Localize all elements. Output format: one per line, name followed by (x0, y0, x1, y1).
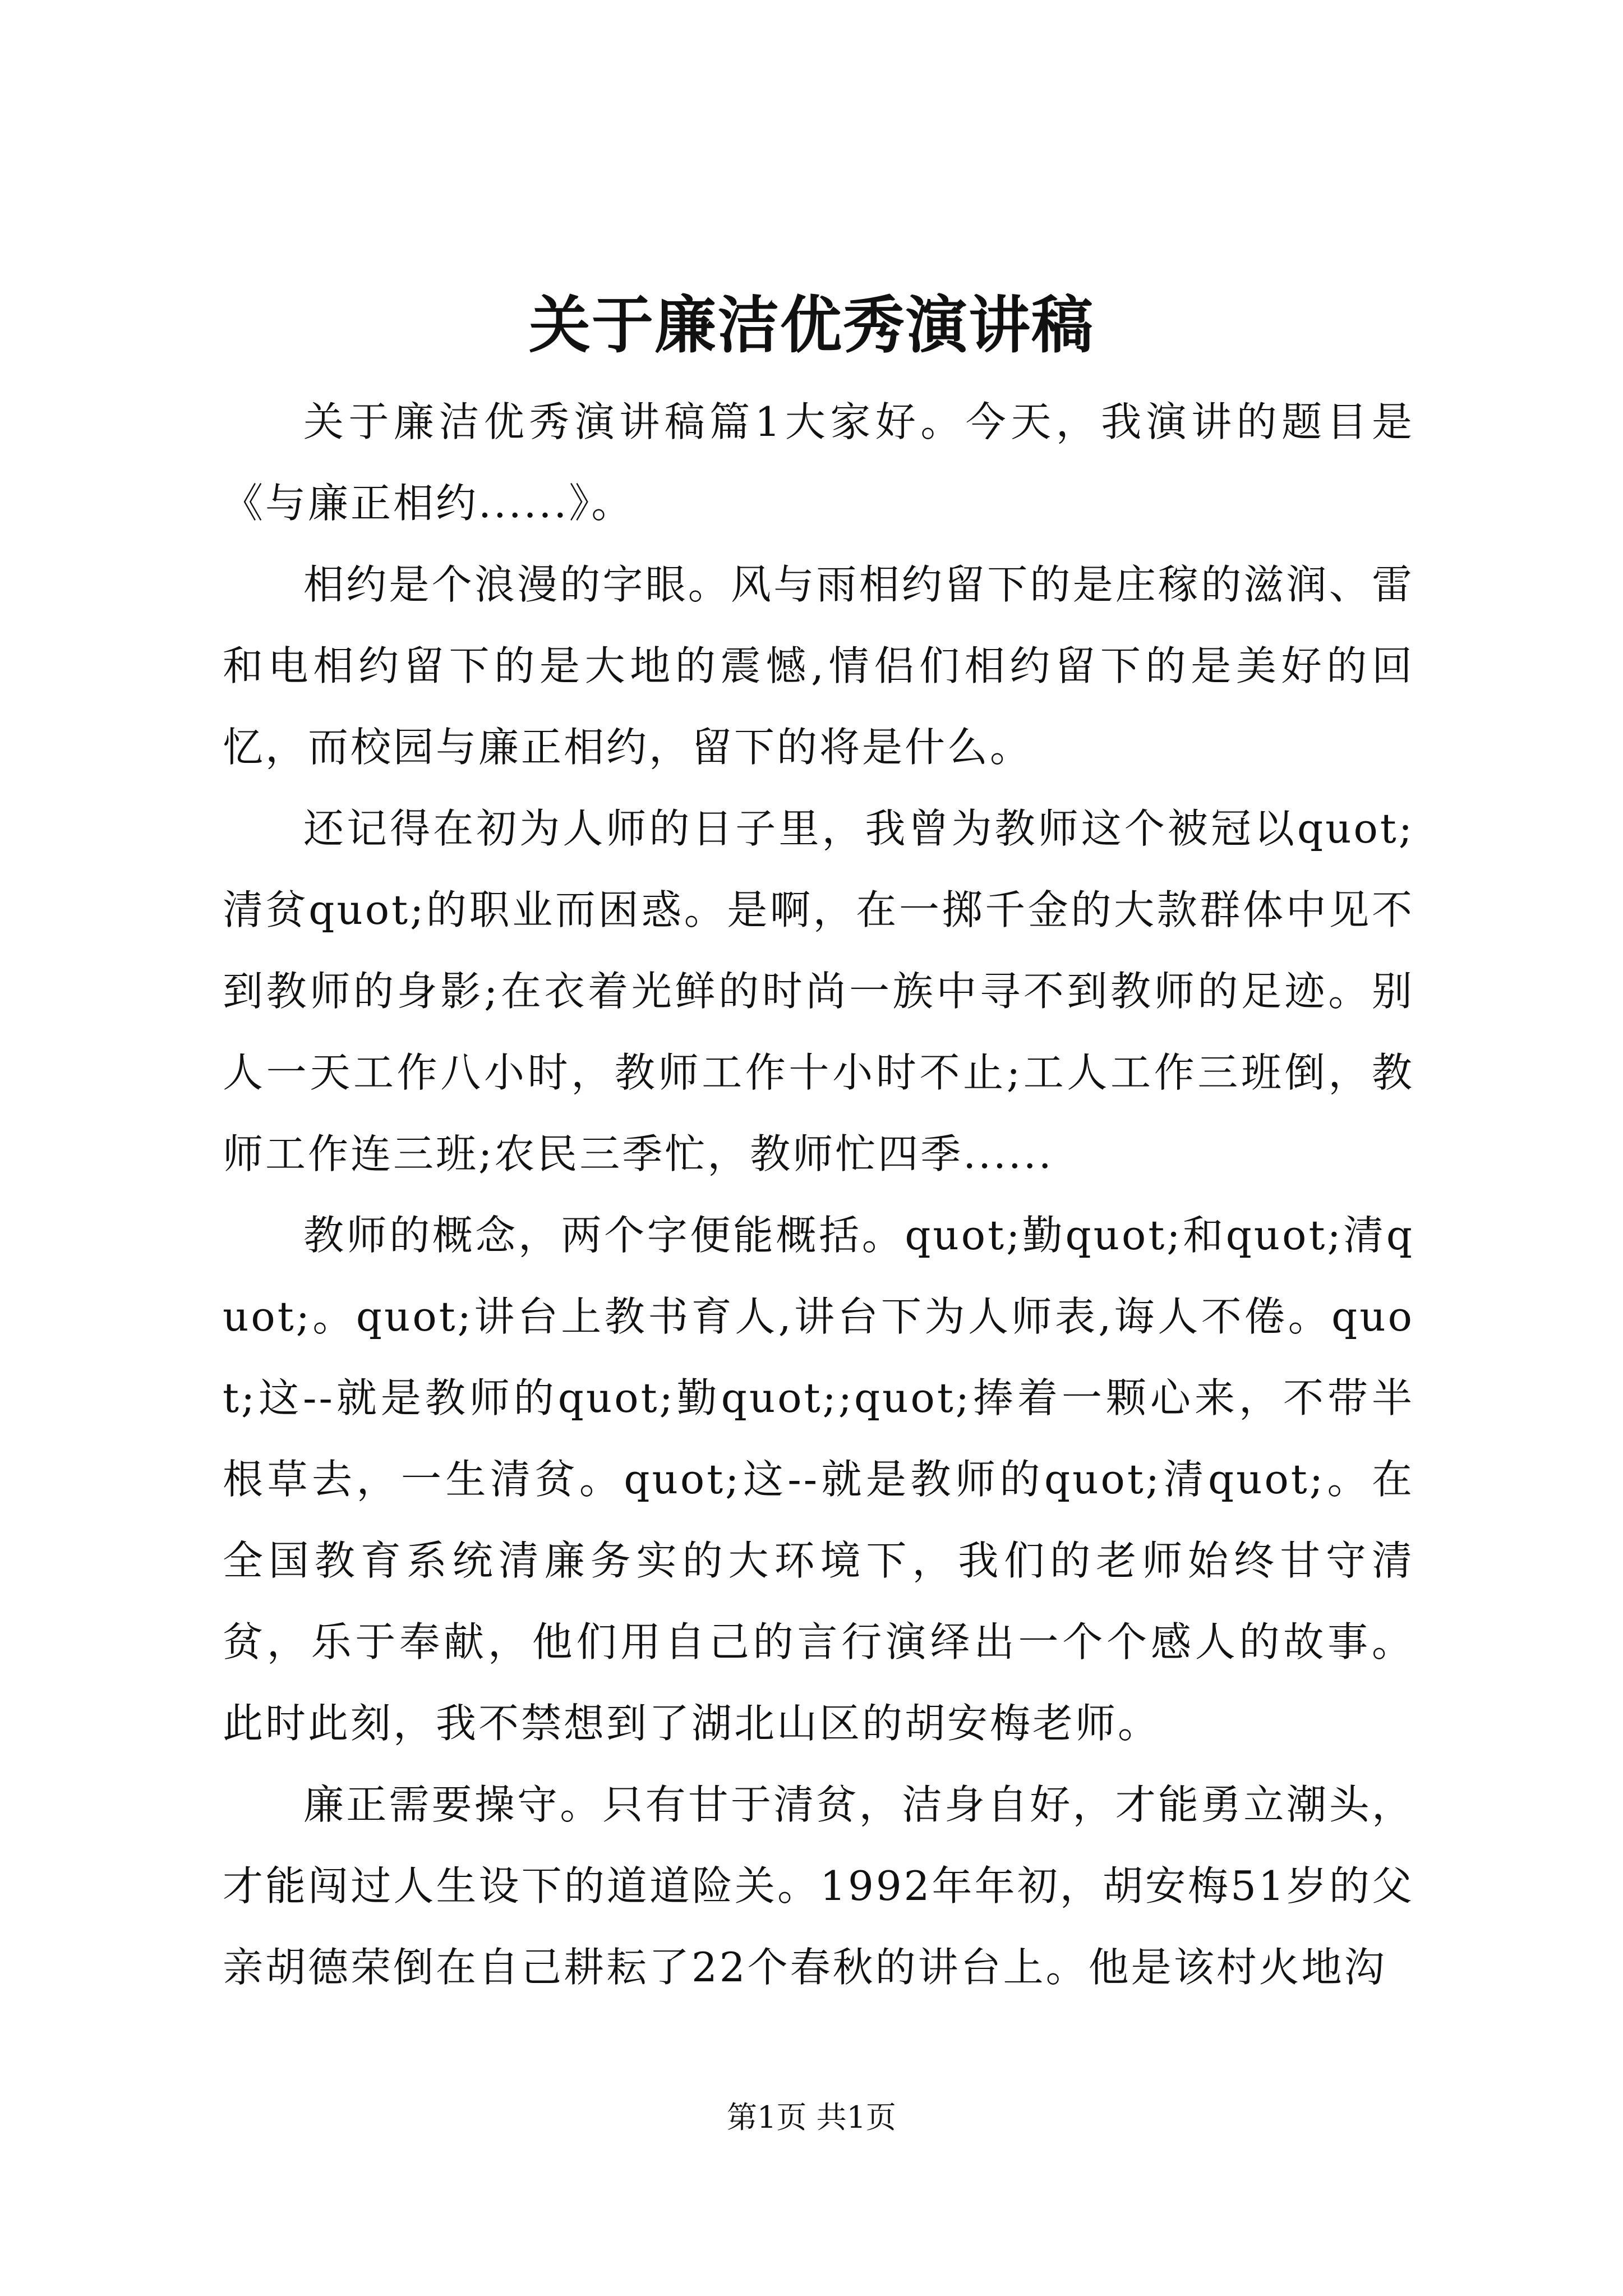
paragraph: 教师的概念，两个字便能概括。quot;勤quot;和quot;清quot;。quot;讲台上教书育人,讲台下为人师表,诲人不倦。quot;这--就是教师的quot;勤quot;;quot;捧着一颗心来，不带半根草去，一生清贫。quot;这--就是教师的quot;清quot;。在全国教育系统清廉务实的大环境下，我们的老师始终甘守清贫，乐于奉献，他们用自己的言行演绎出一个个感人的故事。此时此刻，我不禁想到了湖北山区的胡安梅老师。 (223, 1212, 1414, 1747)
document-title: 关于廉洁优秀演讲稿 (529, 289, 1094, 361)
paragraph: 廉正需要操守。只有甘于清贫，洁身自好，才能勇立潮头，才能闯过人生设下的道道险关。1992年年初，胡安梅51岁的父亲胡德荣倒在自己耕耘了22个春秋的讲台上。他是该村火地沟 (223, 1781, 1414, 1991)
paragraph: 相约是个浪漫的字眼。风与雨相约留下的是庄稼的滋润、雷和电相约留下的是大地的震憾,情侣们相约留下的是美好的回忆，而校园与廉正相约，留下的将是什么。 (223, 561, 1414, 771)
page-footer: 第1页 共1页 (727, 2100, 896, 2135)
paragraph: 还记得在初为人师的日子里，我曾为教师这个被冠以quot;清贫quot;的职业而困惑。是啊，在一掷千金的大款群体中见不到教师的身影;在衣着光鲜的时尚一族中寻不到教师的足迹。别人一天工作八小时，教师工作十小时不止;工人工作三班倒，教师工作连三班;农民三季忙，教师忙四季...... (223, 805, 1414, 1177)
document-body (223, 381, 1414, 2008)
paragraph: 关于廉洁优秀演讲稿篇1大家好。今天，我演讲的题目是《与廉正相约......》。 (223, 398, 1414, 527)
